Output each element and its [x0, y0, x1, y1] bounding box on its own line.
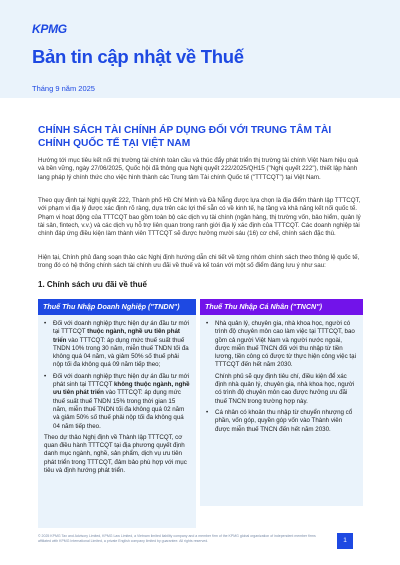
location-paragraph: Theo quy định tại Nghị quyết 222, Thành phố Hồ Chí Minh và Đà Nẵng được lựa chọn là địa điểm thành lập TTTCQT, với phạm vi địa lý được xác định rõ ràng, dựa trên các lợi thế sẵn có về kinh tế, hạ tầng và khả năng kết nối quốc tế. Phạm vi hoạt động của TTTCQT bao gồm toàn bộ các dịch vụ tài chính (ngân hàng, thị trường vốn, bảo hiểm, quản lý tài sản, fintech, v.v.) và các dịch vụ hỗ trợ liên quan trong ranh giới địa lý xác định của TTTCQT. Các doanh nghiệp tài chính đáp ứng điều kiện làm thành viên TTTCQT sẽ được hưởng mười sáu (16) cơ chế, chính sách đặc thù. [38, 197, 361, 238]
pit-column [200, 315, 363, 506]
pit-bullet-salary: • Nhà quản lý, chuyên gia, nhà khoa học, người có trình độ chuyên môn cao làm việc tại TTTCQT, bao gồm cả người Việt Nam và người nước ngoài, được miễn thuế TNCN đối với thu nhập từ tiền lương, tiền công có được từ thực hiện công việc tại TTTCQT đến hết năm 2030. [206, 320, 357, 370]
intro-paragraph: Hướng tới mục tiêu kết nối thị trường tài chính toàn cầu và thúc đẩy phát triển thị trường tài chính Việt Nam hiệu quả và bền vững, ngày 27/06/2025, Quốc hội đã thông qua Nghị quyết 222/2025/QH15 ("Nghị quyết 222"), thiết lập hành lang pháp lý chính thức cho việc hình thành các Trung tâm Tài chính Quốc tế ("TTTCQT") tại Việt Nam. [38, 157, 359, 181]
newsletter-title: Bản tin cập nhật về Thuế [32, 46, 244, 67]
kpmg-logo: KPMG [32, 22, 67, 36]
pit-sub-note: Chính phủ sẽ quy định tiêu chí, điều kiện để xác định nhà quản lý, chuyên gia, nhà khoa học, người có trình độ chuyên môn cao được hưởng ưu đãi thuế TNCN trong trường hợp này. [215, 372, 355, 405]
status-paragraph: Hiện tại, Chính phủ đang soạn thảo các Nghị định hướng dẫn chi tiết về từng nhóm chính sách theo thông lệ quốc tế, trong đó có hệ thống chính sách tài chính ưu đãi về thuế và kế toán với một số điểm đáng lưu ý như sau: [38, 254, 360, 270]
page-number: 1 [337, 533, 353, 549]
header-banner [0, 0, 400, 98]
pit-column-header: Thuế Thu Nhập Cá Nhân ("TNCN") [200, 299, 363, 315]
cit-column [38, 315, 196, 528]
article-heading: CHÍNH SÁCH TÀI CHÍNH ÁP DỤNG ĐỐI VỚI TRUNG TÂM TÀI CHÍNH QUỐC TẾ TẠI VIỆT NAM [38, 125, 332, 149]
footer-legal: © 2025 KPMG Tax and Advisory Limited, KPMG Law Limited, a Vietnam limited liability company and a member firm of the KPMG global organization of independent member firms affiliated with KPMG International Limited, a private English company limited by guarantee. All rights reserved. [38, 534, 316, 543]
cit-bullet-priority: • Đối với doanh nghiệp thực hiện dự án đầu tư mới tại TTTCQT thuộc ngành, nghề ưu tiên phát triển vào TTTCQT: áp dụng mức thuế suất thuế TNDN 10% trong 30 năm, miễn thuế TNDN tối đa không quá 04 năm, và giảm 50% số thuế phải nộp tối đa không quá 09 năm tiếp theo; [44, 320, 190, 370]
cit-column-header: Thuế Thu Nhập Doanh Nghiệp ("TNDN") [38, 299, 196, 315]
issue-date: Tháng 9 năm 2025 [32, 84, 95, 93]
pit-bullet-capital-transfer: • Cá nhân có khoản thu nhập từ chuyển nhượng cổ phần, vốn góp, quyền góp vốn vào Thành viên được miễn thuế TNCN đến hết năm 2030. [206, 409, 357, 434]
cit-note: Theo dự thảo Nghị định về Thành lập TTTCQT, cơ quan điều hành TTTCQT tại địa phương quyết định danh mục ngành, nghề, sản phẩm, dịch vụ ưu tiên phát triển trong TTTCQT, đảm bảo phù hợp với mục tiêu và định hướng phát triển. [44, 433, 187, 475]
section-title: 1. Chính sách ưu đãi về thuế [38, 280, 147, 289]
cit-bullet-non-priority: • Đối với doanh nghiệp thực hiện dự án đầu tư mới phát sinh tại TTTCQT không thuộc ngành, nghề ưu tiên phát triển vào TTTCQT: áp dụng mức thuế suất thuế TNDN 15% trong thời gian 15 năm, miễn thuế TNDN tối đa không quá 02 năm và giảm 50% số thuế phải nộp tối đa không quá 04 năm tiếp theo. [44, 373, 190, 431]
